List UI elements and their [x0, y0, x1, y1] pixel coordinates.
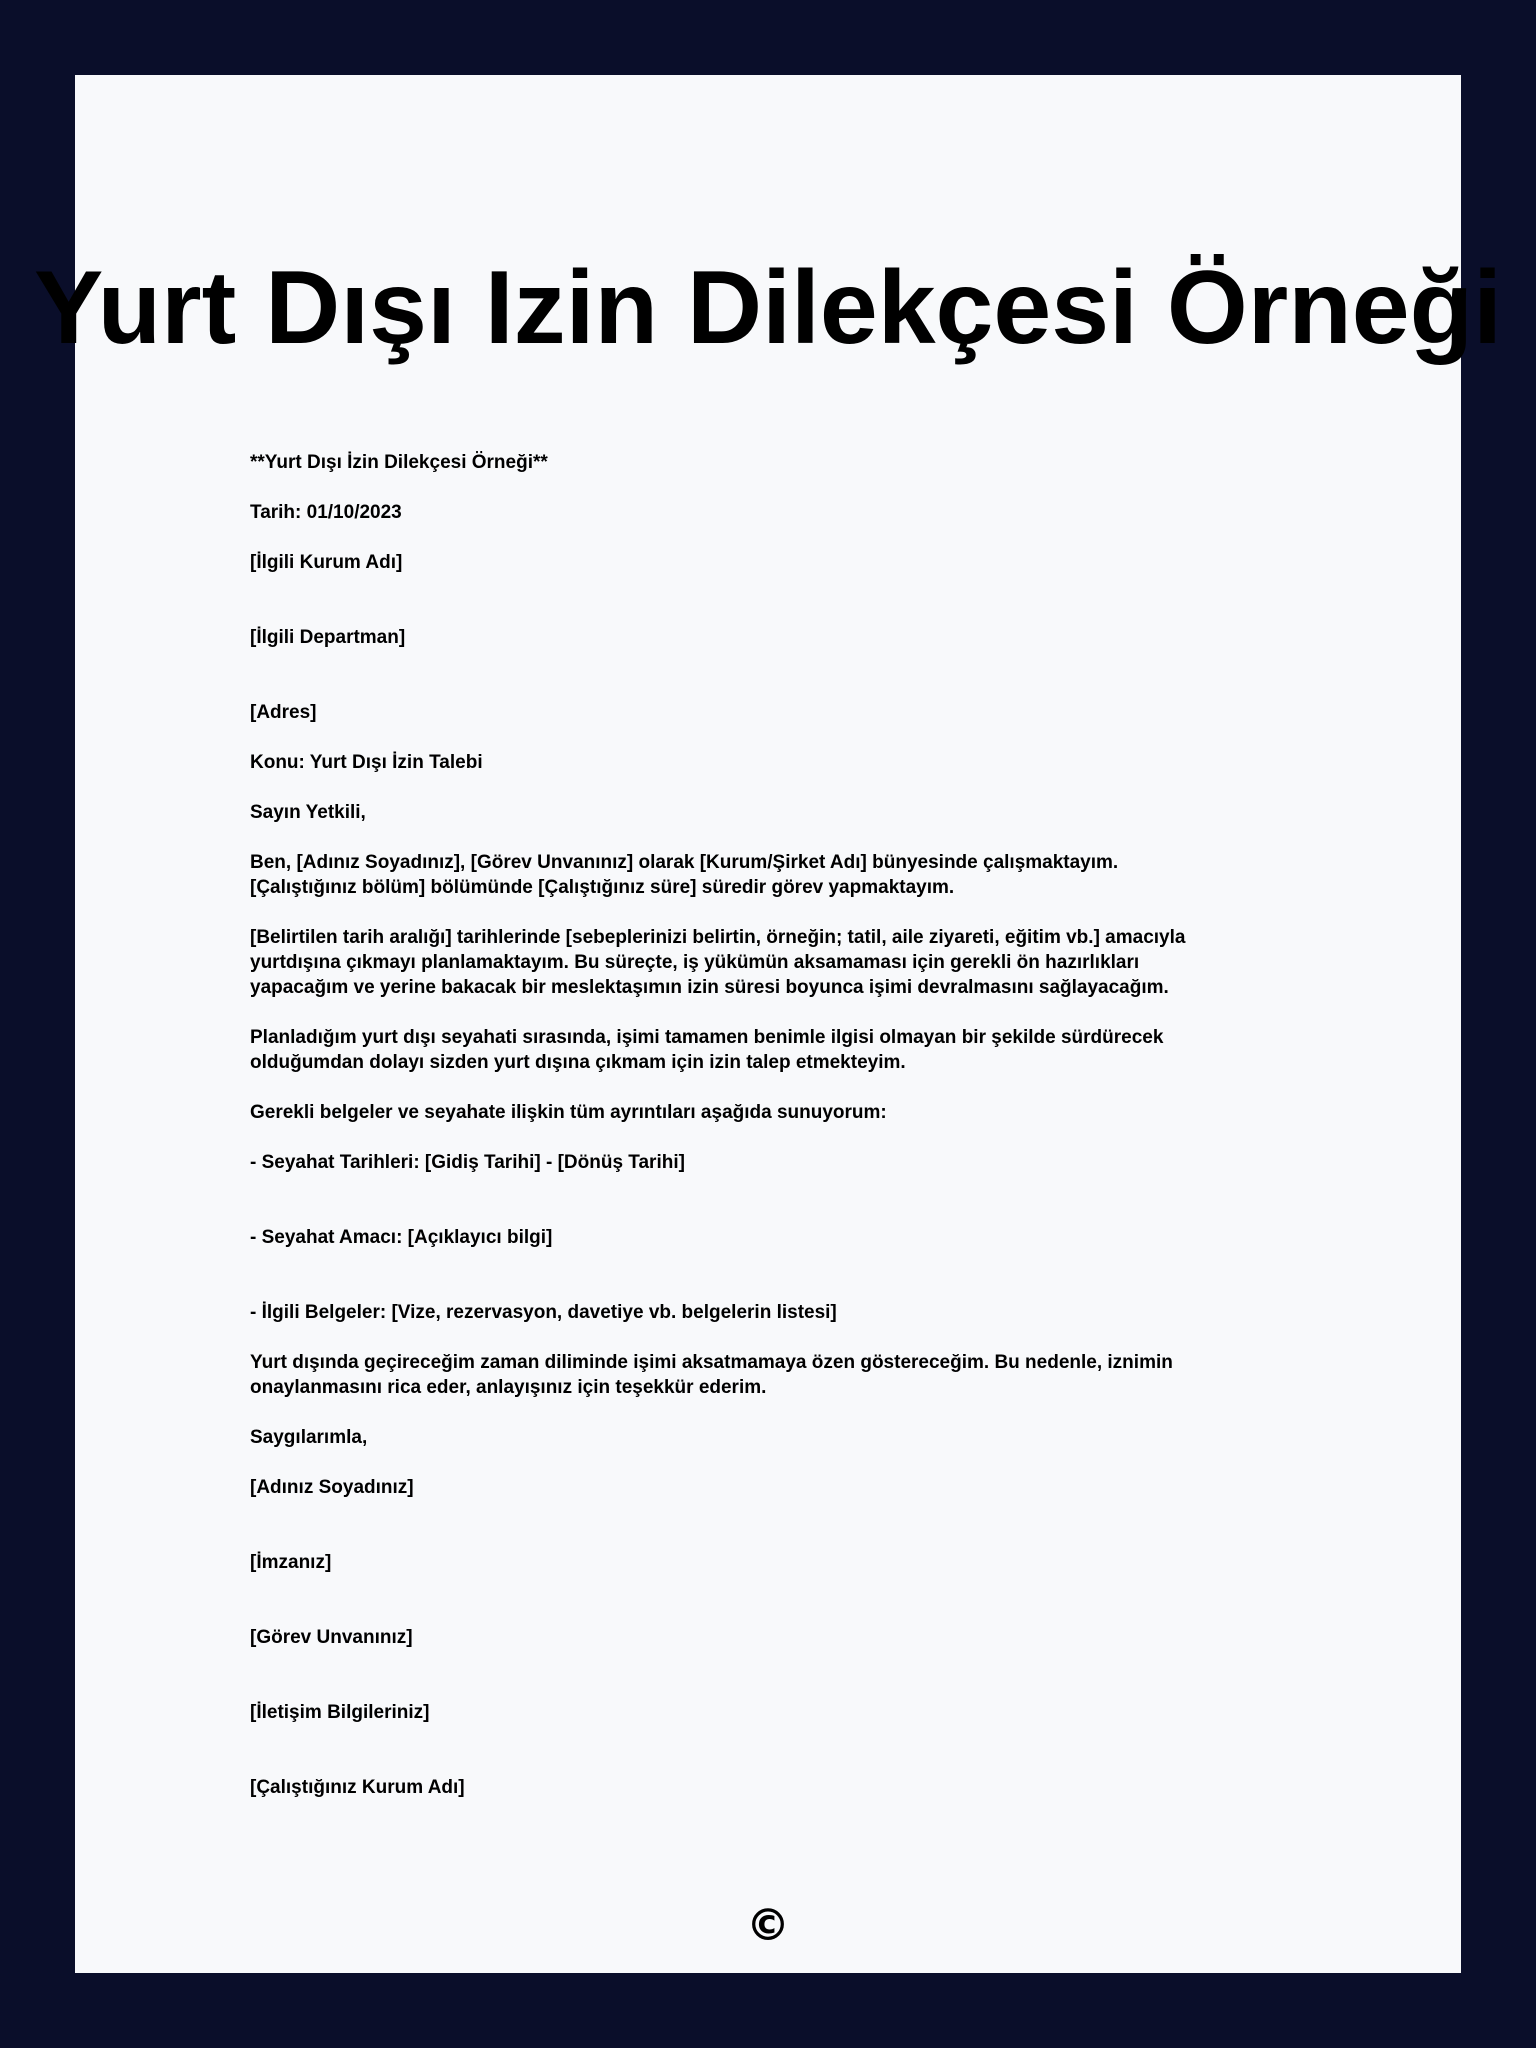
recipient-institution: [İlgili Kurum Adı]	[250, 552, 403, 573]
paragraph-line: Ben, [Adınız Soyadınız], [Görev Unvanınız] olarak [Kurum/Şirket Adı] bünyesinde çalışmaktayım.	[250, 852, 1119, 873]
paragraph-line: yapacağım ve yerine bakacak bir meslektaşımın izin süresi boyunca işimi devralmasını sağlayacağım.	[250, 977, 1169, 998]
document-title: Yurt Dışı Izin Dilekçesi Örneği	[33, 250, 1503, 366]
copyright-icon: ©	[746, 1900, 790, 1951]
list-item-travel-purpose: - Seyahat Amacı: [Açıklayıcı bilgi]	[250, 1227, 553, 1248]
recipient-department: [İlgili Departman]	[250, 627, 406, 648]
list-item-documents: - İlgili Belgeler: [Vize, rezervasyon, davetiye vb. belgelerin listesi]	[250, 1302, 837, 1323]
recipient-address: [Adres]	[250, 702, 317, 723]
signature-contact: [İletişim Bilgileriniz]	[250, 1702, 430, 1723]
letter-heading: **Yurt Dışı İzin Dilekçesi Örneği**	[250, 452, 548, 473]
signature-title: [Görev Unvanınız]	[250, 1627, 413, 1648]
paragraph-line: [Belirtilen tarih aralığı] tarihlerinde [sebeplerinizi belirtin, örneğin; tatil, aile ziyareti, eğitim vb.] amacıyla	[250, 927, 1186, 948]
letter-closing: Saygılarımla,	[250, 1427, 368, 1448]
list-item-travel-dates: - Seyahat Tarihleri: [Gidiş Tarihi] - [Dönüş Tarihi]	[250, 1152, 685, 1173]
paragraph-line: Planladığım yurt dışı seyahati sırasında, işimi tamamen benimle ilgisi olmayan bir şekilde sürdürecek	[250, 1027, 1164, 1048]
paragraph-line: Gerekli belgeler ve seyahate ilişkin tüm ayrıntıları aşağıda sunuyorum:	[250, 1102, 887, 1123]
letter-date: Tarih: 01/10/2023	[250, 502, 402, 523]
paragraph-line: yurtdışına çıkmayı planlamaktayım. Bu süreçte, iş yükümün aksamaması için gerekli ön hazırlıkları	[250, 952, 1140, 973]
signature-line: [İmzanız]	[250, 1552, 332, 1573]
paragraph-line: Yurt dışında geçireceğim zaman diliminde işimi aksatmamaya özen göstereceğim. Bu nedenle, iznimin	[250, 1352, 1173, 1373]
paragraph-line: olduğumdan dolayı sizden yurt dışına çıkmam için izin talep etmekteyim.	[250, 1052, 906, 1073]
letter-subject: Konu: Yurt Dışı İzin Talebi	[250, 752, 483, 773]
signature-name: [Adınız Soyadınız]	[250, 1477, 414, 1498]
signature-institution: [Çalıştığınız Kurum Adı]	[250, 1777, 465, 1798]
paragraph-line: [Çalıştığınız bölüm] bölümünde [Çalıştığınız süre] süredir görev yapmaktayım.	[250, 877, 955, 898]
paragraph-line: onaylanmasını rica eder, anlayışınız için teşekkür ederim.	[250, 1377, 767, 1398]
letter-salutation: Sayın Yetkili,	[250, 802, 366, 823]
